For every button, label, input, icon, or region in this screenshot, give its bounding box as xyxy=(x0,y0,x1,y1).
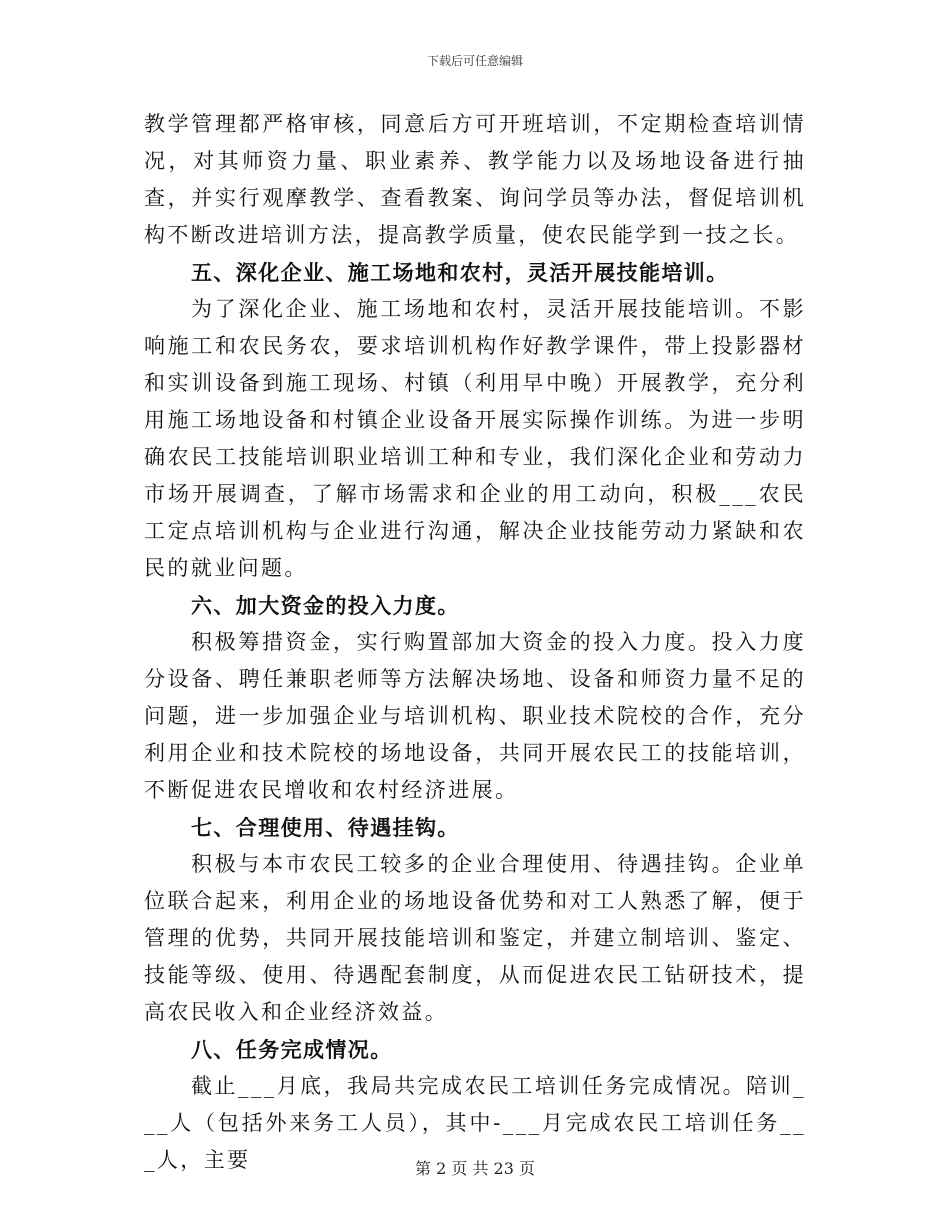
section-heading-6: 六、加大资金的投入力度。 xyxy=(191,593,460,618)
page-number-footer: 第 2 页 共 23 页 xyxy=(415,1159,535,1178)
paragraph-continued: 教学管理都严格审核，同意后方可开班培训，不定期检查培训情况，对其师资力量、职业素养、教学能力以及场地设备进行抽查，并实行观摩教学、查看教案、询问学员等办法，督促培训机构不断改进培训方法，提高教学质量，使农民能学到一技之长。 xyxy=(144,112,806,247)
section-heading-5: 五、深化企业、施工场地和农村，灵活开展技能培训。 xyxy=(191,260,729,285)
paragraph-section-5: 为了深化企业、施工场地和农村，灵活开展技能培训。不影响施工和农民务农，要求培训机构作好教学课件，带上投影器材和实训设备到施工现场、村镇（利用早中晚）开展教学，充分利用施工场地设备和村镇企业设备开展实际操作训练。为进一步明确农民工技能培训职业培训工种和专业，我们深化企业和劳动力市场开展调查，了解市场需求和企业的用工动向，积极___农民工定点培训机构与企业进行沟通，解决企业技能劳动力紧缺和农民的就业问题。 xyxy=(144,297,806,580)
section-heading-8: 八、任务完成情况。 xyxy=(191,1037,393,1062)
paragraph-section-7: 积极与本市农民工较多的企业合理使用、待遇挂钩。企业单位联合起来，利用企业的场地设备优势和对工人熟悉了解，便于管理的优势，共同开展技能培训和鉴定，并建立制培训、鉴定、技能等级、使用、待遇配套制度，从而促进农民工钻研技术，提高农民收入和企业经济效益。 xyxy=(144,852,806,1024)
page-header-note: 下载后可任意编辑 xyxy=(426,54,523,68)
section-heading-7: 七、合理使用、待遇挂钩。 xyxy=(191,815,460,840)
paragraph-section-8: 截止___月底，我局共完成农民工培训任务完成情况。陪训___人（包括外来务工人员），其中-___月完成农民工培训任务___人，主要 xyxy=(144,1074,806,1172)
document-body xyxy=(144,106,806,1179)
paragraph-section-6: 积极筹措资金，实行购置部加大资金的投入力度。投入力度分设备、聘任兼职老师等方法解决场地、设备和师资力量不足的问题，进一步加强企业与培训机构、职业技术院校的合作，充分利用企业和技术院校的场地设备，共同开展农民工的技能培训，不断促进农民增收和农村经济进展。 xyxy=(144,630,806,802)
